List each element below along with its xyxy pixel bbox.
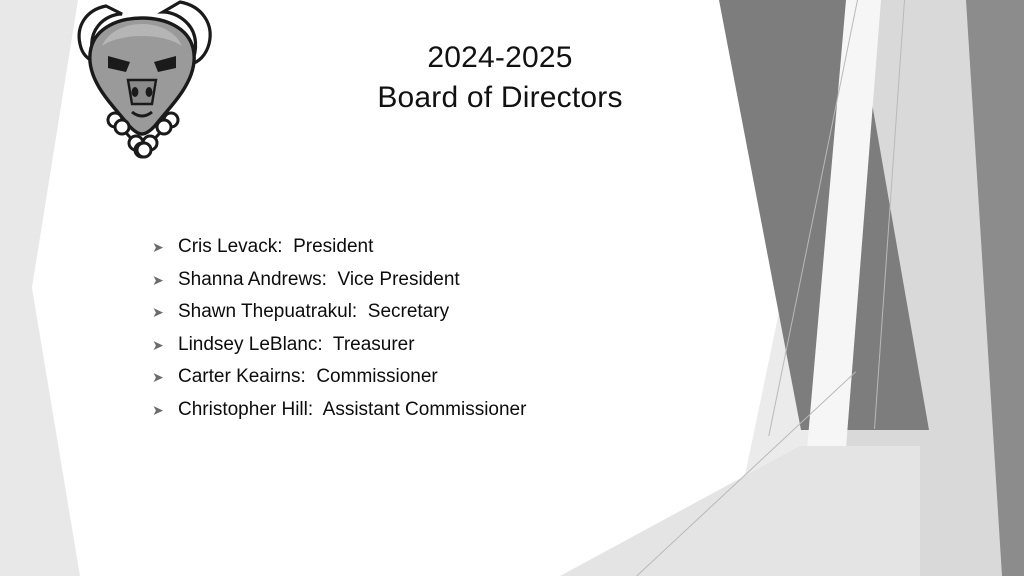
bullet-arrow-icon: ➤ (152, 239, 164, 255)
member-name-role-3: Shawn Thepuatrakul: Secretary (178, 301, 450, 322)
bullet-arrow-icon: ➤ (152, 401, 164, 418)
bullet-arrow-icon: ➤ (152, 369, 164, 385)
member-name-role-6: Christopher Hill: Assistant Commissioner (178, 398, 527, 420)
bullet-arrow-icon: ➤ (152, 271, 164, 288)
member-name-role-1: Cris Levack: President (178, 236, 374, 257)
bull-mascot-logo (62, 0, 222, 160)
bottom-right-grey-wedge (560, 446, 920, 576)
bullet-arrow-icon: ➤ (152, 304, 164, 320)
list-item (152, 334, 852, 356)
member-name-role-5: Carter Keairns: Commissioner (178, 366, 438, 387)
bullet-arrow-icon: ➤ (152, 336, 164, 353)
member-name-role-2: Shanna Andrews: Vice President (178, 268, 460, 290)
list-item (152, 366, 852, 388)
list-item (152, 399, 852, 421)
list-item (152, 269, 852, 291)
list-item (152, 301, 852, 323)
list-item (152, 236, 852, 258)
board-members-list (152, 236, 852, 431)
slide-title (240, 38, 760, 118)
left-lower-wedge (0, 276, 90, 576)
title-line-year: 2024-2025 (427, 41, 573, 74)
member-name-role-4: Lindsey LeBlanc: Treasurer (178, 333, 415, 355)
title-line-subject: Board of Directors (377, 80, 623, 114)
